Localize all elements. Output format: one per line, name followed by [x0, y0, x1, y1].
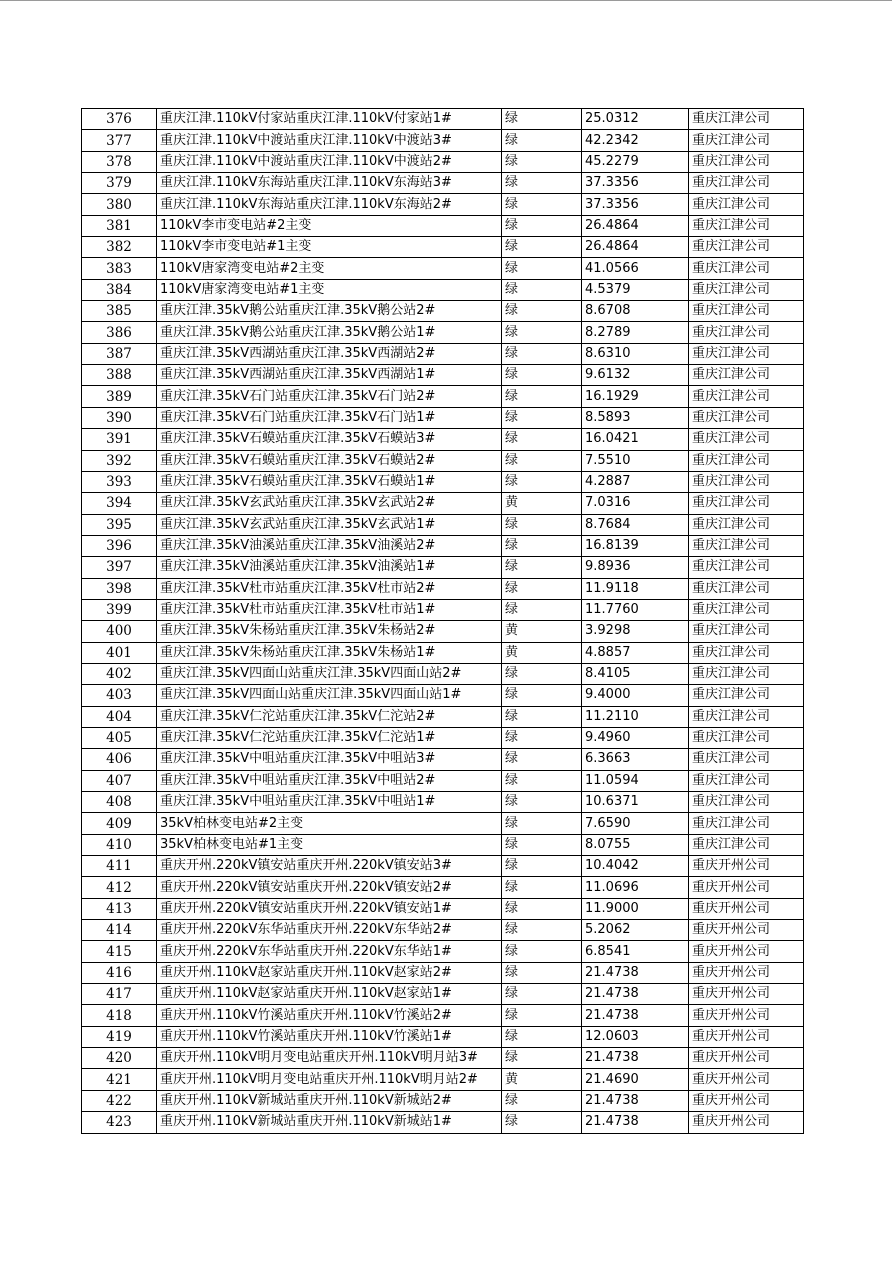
- row-number-cell: 422: [82, 1090, 157, 1111]
- station-name-cell: 重庆江津.35kV四面山站重庆江津.35kV四面山站1#: [157, 685, 502, 706]
- table-row: [82, 322, 804, 343]
- row-number-cell: 397: [82, 557, 157, 578]
- company-cell: 重庆江津公司: [689, 151, 804, 172]
- company-cell: 重庆江津公司: [689, 429, 804, 450]
- value-cell: 8.6708: [582, 301, 689, 322]
- value-cell: 7.5510: [582, 450, 689, 471]
- table-row: [82, 557, 804, 578]
- data-table: [81, 108, 804, 1134]
- row-number-cell: 419: [82, 1026, 157, 1047]
- table-row: [82, 1112, 804, 1133]
- value-cell: 5.2062: [582, 920, 689, 941]
- status-color-cell: 绿: [502, 877, 582, 898]
- company-cell: 重庆开州公司: [689, 1090, 804, 1111]
- company-cell: 重庆开州公司: [689, 941, 804, 962]
- station-name-cell: 重庆开州.110kV新城站重庆开州.110kV新城站1#: [157, 1112, 502, 1133]
- table-row: [82, 642, 804, 663]
- table-row: [82, 173, 804, 194]
- company-cell: 重庆开州公司: [689, 1048, 804, 1069]
- table-row: [82, 962, 804, 983]
- status-color-cell: 绿: [502, 578, 582, 599]
- row-number-cell: 385: [82, 301, 157, 322]
- status-color-cell: 绿: [502, 1112, 582, 1133]
- station-name-cell: 重庆开州.110kV明月变电站重庆开州.110kV明月站2#: [157, 1069, 502, 1090]
- table-row: [82, 1069, 804, 1090]
- value-cell: 9.6132: [582, 365, 689, 386]
- row-number-cell: 388: [82, 365, 157, 386]
- table-row: [82, 343, 804, 364]
- table-row: [82, 1090, 804, 1111]
- status-color-cell: 绿: [502, 450, 582, 471]
- value-cell: 10.4042: [582, 856, 689, 877]
- company-cell: 重庆江津公司: [689, 173, 804, 194]
- status-color-cell: 绿: [502, 557, 582, 578]
- table-row: [82, 194, 804, 215]
- status-color-cell: 绿: [502, 365, 582, 386]
- station-name-cell: 重庆开州.110kV明月变电站重庆开州.110kV明月站3#: [157, 1048, 502, 1069]
- table-row: [82, 578, 804, 599]
- station-name-cell: 35kV柏林变电站#1主变: [157, 834, 502, 855]
- row-number-cell: 398: [82, 578, 157, 599]
- station-name-cell: 重庆江津.110kV中渡站重庆江津.110kV中渡站3#: [157, 130, 502, 151]
- status-color-cell: 绿: [502, 322, 582, 343]
- value-cell: 26.4864: [582, 215, 689, 236]
- status-color-cell: 绿: [502, 343, 582, 364]
- value-cell: 42.2342: [582, 130, 689, 151]
- row-number-cell: 376: [82, 109, 157, 130]
- station-name-cell: 重庆江津.35kV中咀站重庆江津.35kV中咀站1#: [157, 792, 502, 813]
- table-row: [82, 215, 804, 236]
- value-cell: 11.0696: [582, 877, 689, 898]
- table-row: [82, 450, 804, 471]
- table-row: [82, 258, 804, 279]
- station-name-cell: 重庆开州.110kV竹溪站重庆开州.110kV竹溪站1#: [157, 1026, 502, 1047]
- station-name-cell: 110kV李市变电站#2主变: [157, 215, 502, 236]
- company-cell: 重庆江津公司: [689, 727, 804, 748]
- value-cell: 16.1929: [582, 386, 689, 407]
- row-number-cell: 396: [82, 535, 157, 556]
- table-row: [82, 429, 804, 450]
- status-color-cell: 绿: [502, 792, 582, 813]
- row-number-cell: 405: [82, 727, 157, 748]
- company-cell: 重庆开州公司: [689, 984, 804, 1005]
- row-number-cell: 421: [82, 1069, 157, 1090]
- value-cell: 16.8139: [582, 535, 689, 556]
- table-row: [82, 685, 804, 706]
- company-cell: 重庆江津公司: [689, 130, 804, 151]
- status-color-cell: 绿: [502, 301, 582, 322]
- row-number-cell: 382: [82, 237, 157, 258]
- company-cell: 重庆江津公司: [689, 663, 804, 684]
- value-cell: 21.4738: [582, 1048, 689, 1069]
- status-color-cell: 绿: [502, 770, 582, 791]
- company-cell: 重庆江津公司: [689, 792, 804, 813]
- station-name-cell: 重庆江津.35kV中咀站重庆江津.35kV中咀站2#: [157, 770, 502, 791]
- row-number-cell: 381: [82, 215, 157, 236]
- value-cell: 11.0594: [582, 770, 689, 791]
- station-name-cell: 重庆江津.35kV油溪站重庆江津.35kV油溪站2#: [157, 535, 502, 556]
- value-cell: 9.4000: [582, 685, 689, 706]
- table-row: [82, 749, 804, 770]
- row-number-cell: 406: [82, 749, 157, 770]
- company-cell: 重庆江津公司: [689, 450, 804, 471]
- station-name-cell: 重庆江津.35kV石蟆站重庆江津.35kV石蟆站1#: [157, 471, 502, 492]
- table-row: [82, 770, 804, 791]
- company-cell: 重庆江津公司: [689, 194, 804, 215]
- table-row: [82, 813, 804, 834]
- status-color-cell: 绿: [502, 258, 582, 279]
- value-cell: 7.6590: [582, 813, 689, 834]
- status-color-cell: 绿: [502, 514, 582, 535]
- value-cell: 11.7760: [582, 599, 689, 620]
- status-color-cell: 绿: [502, 813, 582, 834]
- value-cell: 21.4690: [582, 1069, 689, 1090]
- company-cell: 重庆江津公司: [689, 407, 804, 428]
- station-name-cell: 重庆江津.35kV仁沱站重庆江津.35kV仁沱站1#: [157, 727, 502, 748]
- table-row: [82, 279, 804, 300]
- status-color-cell: 绿: [502, 151, 582, 172]
- row-number-cell: 418: [82, 1005, 157, 1026]
- status-color-cell: 绿: [502, 898, 582, 919]
- company-cell: 重庆江津公司: [689, 493, 804, 514]
- status-color-cell: 绿: [502, 706, 582, 727]
- row-number-cell: 387: [82, 343, 157, 364]
- station-name-cell: 重庆江津.110kV东海站重庆江津.110kV东海站2#: [157, 194, 502, 215]
- value-cell: 8.4105: [582, 663, 689, 684]
- status-color-cell: 绿: [502, 663, 582, 684]
- company-cell: 重庆江津公司: [689, 279, 804, 300]
- table-row: [82, 471, 804, 492]
- status-color-cell: 绿: [502, 1090, 582, 1111]
- row-number-cell: 420: [82, 1048, 157, 1069]
- company-cell: 重庆江津公司: [689, 237, 804, 258]
- status-color-cell: 绿: [502, 407, 582, 428]
- row-number-cell: 395: [82, 514, 157, 535]
- value-cell: 26.4864: [582, 237, 689, 258]
- station-name-cell: 重庆开州.220kV东华站重庆开州.220kV东华站1#: [157, 941, 502, 962]
- row-number-cell: 383: [82, 258, 157, 279]
- table-row: [82, 920, 804, 941]
- row-number-cell: 416: [82, 962, 157, 983]
- value-cell: 37.3356: [582, 194, 689, 215]
- company-cell: 重庆开州公司: [689, 1005, 804, 1026]
- station-name-cell: 35kV柏林变电站#2主变: [157, 813, 502, 834]
- station-name-cell: 重庆江津.35kV玄武站重庆江津.35kV玄武站1#: [157, 514, 502, 535]
- table-row: [82, 109, 804, 130]
- row-number-cell: 391: [82, 429, 157, 450]
- row-number-cell: 411: [82, 856, 157, 877]
- company-cell: 重庆江津公司: [689, 258, 804, 279]
- status-color-cell: 绿: [502, 535, 582, 556]
- company-cell: 重庆开州公司: [689, 856, 804, 877]
- station-name-cell: 重庆开州.220kV镇安站重庆开州.220kV镇安站2#: [157, 877, 502, 898]
- row-number-cell: 410: [82, 834, 157, 855]
- status-color-cell: 绿: [502, 685, 582, 706]
- row-number-cell: 400: [82, 621, 157, 642]
- row-number-cell: 392: [82, 450, 157, 471]
- value-cell: 6.3663: [582, 749, 689, 770]
- value-cell: 25.0312: [582, 109, 689, 130]
- value-cell: 41.0566: [582, 258, 689, 279]
- table-row: [82, 1026, 804, 1047]
- company-cell: 重庆江津公司: [689, 109, 804, 130]
- station-name-cell: 重庆江津.35kV四面山站重庆江津.35kV四面山站2#: [157, 663, 502, 684]
- status-color-cell: 绿: [502, 279, 582, 300]
- row-number-cell: 423: [82, 1112, 157, 1133]
- row-number-cell: 393: [82, 471, 157, 492]
- station-name-cell: 重庆江津.110kV东海站重庆江津.110kV东海站3#: [157, 173, 502, 194]
- value-cell: 21.4738: [582, 984, 689, 1005]
- row-number-cell: 408: [82, 792, 157, 813]
- station-name-cell: 重庆江津.35kV石门站重庆江津.35kV石门站2#: [157, 386, 502, 407]
- station-name-cell: 重庆江津.35kV鹅公站重庆江津.35kV鹅公站1#: [157, 322, 502, 343]
- table-row: [82, 856, 804, 877]
- station-name-cell: 重庆江津.35kV仁沱站重庆江津.35kV仁沱站2#: [157, 706, 502, 727]
- station-name-cell: 重庆江津.35kV杜市站重庆江津.35kV杜市站2#: [157, 578, 502, 599]
- status-color-cell: 绿: [502, 727, 582, 748]
- value-cell: 8.2789: [582, 322, 689, 343]
- row-number-cell: 386: [82, 322, 157, 343]
- station-name-cell: 重庆江津.35kV玄武站重庆江津.35kV玄武站2#: [157, 493, 502, 514]
- table-row: [82, 621, 804, 642]
- row-number-cell: 414: [82, 920, 157, 941]
- table-row: [82, 1048, 804, 1069]
- value-cell: 8.5893: [582, 407, 689, 428]
- status-color-cell: 黄: [502, 493, 582, 514]
- value-cell: 8.0755: [582, 834, 689, 855]
- row-number-cell: 401: [82, 642, 157, 663]
- company-cell: 重庆江津公司: [689, 834, 804, 855]
- value-cell: 4.8857: [582, 642, 689, 663]
- station-name-cell: 重庆江津.35kV鹅公站重庆江津.35kV鹅公站2#: [157, 301, 502, 322]
- station-name-cell: 重庆江津.35kV中咀站重庆江津.35kV中咀站3#: [157, 749, 502, 770]
- value-cell: 8.6310: [582, 343, 689, 364]
- row-number-cell: 390: [82, 407, 157, 428]
- status-color-cell: 绿: [502, 834, 582, 855]
- status-color-cell: 黄: [502, 1069, 582, 1090]
- status-color-cell: 绿: [502, 237, 582, 258]
- station-name-cell: 重庆开州.110kV赵家站重庆开州.110kV赵家站2#: [157, 962, 502, 983]
- station-name-cell: 重庆开州.220kV镇安站重庆开州.220kV镇安站3#: [157, 856, 502, 877]
- value-cell: 21.4738: [582, 962, 689, 983]
- status-color-cell: 绿: [502, 1048, 582, 1069]
- value-cell: 37.3356: [582, 173, 689, 194]
- company-cell: 重庆开州公司: [689, 898, 804, 919]
- company-cell: 重庆江津公司: [689, 557, 804, 578]
- station-name-cell: 重庆江津.35kV石蟆站重庆江津.35kV石蟆站2#: [157, 450, 502, 471]
- company-cell: 重庆江津公司: [689, 770, 804, 791]
- company-cell: 重庆江津公司: [689, 621, 804, 642]
- table-row: [82, 941, 804, 962]
- status-color-cell: 绿: [502, 109, 582, 130]
- company-cell: 重庆江津公司: [689, 813, 804, 834]
- status-color-cell: 绿: [502, 1026, 582, 1047]
- company-cell: 重庆开州公司: [689, 1069, 804, 1090]
- table-row: [82, 301, 804, 322]
- company-cell: 重庆江津公司: [689, 599, 804, 620]
- station-name-cell: 重庆江津.35kV石门站重庆江津.35kV石门站1#: [157, 407, 502, 428]
- station-name-cell: 重庆江津.110kV付家站重庆江津.110kV付家站1#: [157, 109, 502, 130]
- company-cell: 重庆江津公司: [689, 386, 804, 407]
- status-color-cell: 绿: [502, 429, 582, 450]
- table-row: [82, 493, 804, 514]
- table-row: [82, 514, 804, 535]
- table-row: [82, 365, 804, 386]
- value-cell: 7.0316: [582, 493, 689, 514]
- value-cell: 11.2110: [582, 706, 689, 727]
- row-number-cell: 377: [82, 130, 157, 151]
- status-color-cell: 绿: [502, 599, 582, 620]
- station-name-cell: 重庆开州.220kV东华站重庆开州.220kV东华站2#: [157, 920, 502, 941]
- station-name-cell: 重庆江津.110kV中渡站重庆江津.110kV中渡站2#: [157, 151, 502, 172]
- value-cell: 11.9118: [582, 578, 689, 599]
- status-color-cell: 绿: [502, 1005, 582, 1026]
- page-top-border: [0, 0, 892, 1]
- value-cell: 9.4960: [582, 727, 689, 748]
- row-number-cell: 417: [82, 984, 157, 1005]
- status-color-cell: 绿: [502, 749, 582, 770]
- value-cell: 9.8936: [582, 557, 689, 578]
- row-number-cell: 402: [82, 663, 157, 684]
- company-cell: 重庆江津公司: [689, 322, 804, 343]
- status-color-cell: 绿: [502, 920, 582, 941]
- company-cell: 重庆江津公司: [689, 706, 804, 727]
- company-cell: 重庆开州公司: [689, 877, 804, 898]
- table-row: [82, 898, 804, 919]
- company-cell: 重庆江津公司: [689, 642, 804, 663]
- table-row: [82, 1005, 804, 1026]
- table-row: [82, 599, 804, 620]
- table-row: [82, 834, 804, 855]
- station-name-cell: 重庆江津.35kV西湖站重庆江津.35kV西湖站1#: [157, 365, 502, 386]
- station-name-cell: 110kV唐家湾变电站#1主变: [157, 279, 502, 300]
- row-number-cell: 403: [82, 685, 157, 706]
- status-color-cell: 绿: [502, 130, 582, 151]
- value-cell: 3.9298: [582, 621, 689, 642]
- value-cell: 8.7684: [582, 514, 689, 535]
- station-name-cell: 110kV李市变电站#1主变: [157, 237, 502, 258]
- station-name-cell: 重庆开州.110kV竹溪站重庆开州.110kV竹溪站2#: [157, 1005, 502, 1026]
- table-row: [82, 535, 804, 556]
- row-number-cell: 412: [82, 877, 157, 898]
- company-cell: 重庆江津公司: [689, 215, 804, 236]
- company-cell: 重庆江津公司: [689, 749, 804, 770]
- row-number-cell: 409: [82, 813, 157, 834]
- station-name-cell: 重庆开州.220kV镇安站重庆开州.220kV镇安站1#: [157, 898, 502, 919]
- table-row: [82, 792, 804, 813]
- station-name-cell: 重庆开州.110kV赵家站重庆开州.110kV赵家站1#: [157, 984, 502, 1005]
- row-number-cell: 413: [82, 898, 157, 919]
- company-cell: 重庆江津公司: [689, 343, 804, 364]
- status-color-cell: 绿: [502, 856, 582, 877]
- station-name-cell: 重庆江津.35kV石蟆站重庆江津.35kV石蟆站3#: [157, 429, 502, 450]
- station-name-cell: 重庆开州.110kV新城站重庆开州.110kV新城站2#: [157, 1090, 502, 1111]
- row-number-cell: 389: [82, 386, 157, 407]
- table-row: [82, 877, 804, 898]
- row-number-cell: 394: [82, 493, 157, 514]
- status-color-cell: 黄: [502, 621, 582, 642]
- station-name-cell: 重庆江津.35kV朱杨站重庆江津.35kV朱杨站1#: [157, 642, 502, 663]
- status-color-cell: 绿: [502, 471, 582, 492]
- table-row: [82, 386, 804, 407]
- company-cell: 重庆江津公司: [689, 471, 804, 492]
- company-cell: 重庆江津公司: [689, 535, 804, 556]
- row-number-cell: 415: [82, 941, 157, 962]
- company-cell: 重庆江津公司: [689, 685, 804, 706]
- station-name-cell: 重庆江津.35kV朱杨站重庆江津.35kV朱杨站2#: [157, 621, 502, 642]
- status-color-cell: 黄: [502, 642, 582, 663]
- table-row: [82, 663, 804, 684]
- table-row: [82, 706, 804, 727]
- table-body: [82, 109, 804, 1134]
- row-number-cell: 407: [82, 770, 157, 791]
- table-row: [82, 237, 804, 258]
- station-name-cell: 110kV唐家湾变电站#2主变: [157, 258, 502, 279]
- value-cell: 16.0421: [582, 429, 689, 450]
- status-color-cell: 绿: [502, 984, 582, 1005]
- row-number-cell: 399: [82, 599, 157, 620]
- company-cell: 重庆江津公司: [689, 514, 804, 535]
- value-cell: 4.2887: [582, 471, 689, 492]
- row-number-cell: 380: [82, 194, 157, 215]
- table-row: [82, 727, 804, 748]
- table-row: [82, 130, 804, 151]
- company-cell: 重庆开州公司: [689, 1026, 804, 1047]
- value-cell: 4.5379: [582, 279, 689, 300]
- status-color-cell: 绿: [502, 941, 582, 962]
- row-number-cell: 378: [82, 151, 157, 172]
- value-cell: 21.4738: [582, 1112, 689, 1133]
- status-color-cell: 绿: [502, 386, 582, 407]
- status-color-cell: 绿: [502, 962, 582, 983]
- status-color-cell: 绿: [502, 194, 582, 215]
- company-cell: 重庆江津公司: [689, 578, 804, 599]
- value-cell: 21.4738: [582, 1005, 689, 1026]
- row-number-cell: 404: [82, 706, 157, 727]
- station-name-cell: 重庆江津.35kV西湖站重庆江津.35kV西湖站2#: [157, 343, 502, 364]
- row-number-cell: 384: [82, 279, 157, 300]
- company-cell: 重庆开州公司: [689, 1112, 804, 1133]
- value-cell: 10.6371: [582, 792, 689, 813]
- table-row: [82, 984, 804, 1005]
- status-color-cell: 绿: [502, 173, 582, 194]
- company-cell: 重庆江津公司: [689, 301, 804, 322]
- company-cell: 重庆开州公司: [689, 920, 804, 941]
- table-row: [82, 407, 804, 428]
- value-cell: 11.9000: [582, 898, 689, 919]
- value-cell: 21.4738: [582, 1090, 689, 1111]
- table-row: [82, 151, 804, 172]
- value-cell: 45.2279: [582, 151, 689, 172]
- company-cell: 重庆江津公司: [689, 365, 804, 386]
- station-name-cell: 重庆江津.35kV杜市站重庆江津.35kV杜市站1#: [157, 599, 502, 620]
- value-cell: 6.8541: [582, 941, 689, 962]
- station-name-cell: 重庆江津.35kV油溪站重庆江津.35kV油溪站1#: [157, 557, 502, 578]
- status-color-cell: 绿: [502, 215, 582, 236]
- company-cell: 重庆开州公司: [689, 962, 804, 983]
- value-cell: 12.0603: [582, 1026, 689, 1047]
- row-number-cell: 379: [82, 173, 157, 194]
